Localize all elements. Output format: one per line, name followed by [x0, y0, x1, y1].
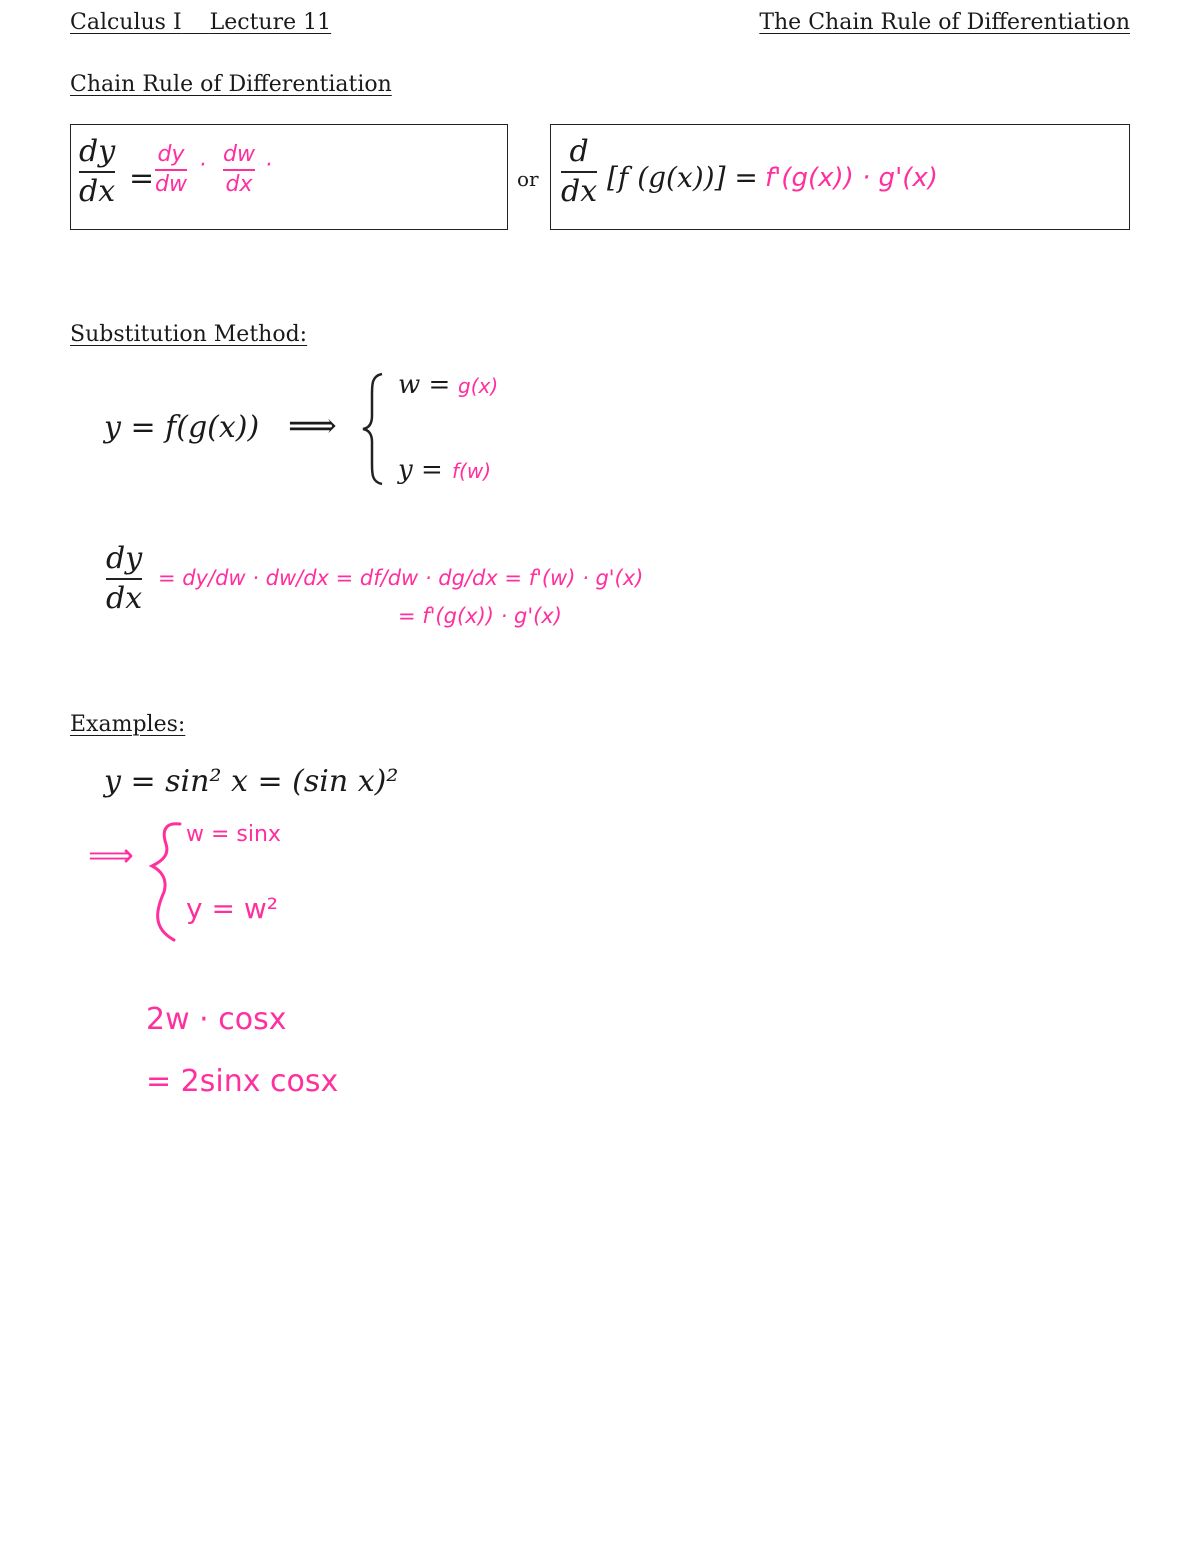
case-w: w = — [398, 370, 451, 400]
hand-step-1: 2w · cosx — [146, 1002, 287, 1037]
hand-derivation-line-1: = dy/dw · dw/dx = df/dw · dg/dx = f'(w) · g'(x) — [158, 566, 644, 590]
hand-implies-arrow: ⟹ — [88, 836, 134, 874]
hand-derivation-line-2: = f'(g(x)) · g'(x) — [398, 604, 562, 628]
hand-trailing-dot: · — [265, 153, 272, 178]
operator-denominator: dx — [561, 173, 598, 209]
hand-den-1: dw — [155, 172, 187, 197]
fraction-bar — [79, 171, 115, 173]
derivative-fraction — [106, 542, 142, 616]
or-connector: or — [517, 167, 539, 191]
hand-case-w: w = sinx — [186, 822, 281, 847]
course-title: Calculus I — [70, 10, 182, 35]
handwritten-fraction-2 — [223, 143, 255, 197]
hand-case-y: y = w² — [186, 892, 278, 925]
hand-num-2: dw — [223, 142, 255, 167]
implies-arrow: ⟹ — [288, 406, 337, 446]
hand-step-2: = 2sinx cosx — [146, 1064, 339, 1099]
composite-expression: [f (g(x))] = — [607, 161, 758, 194]
handwritten-derivative: f'(g(x)) · g'(x) — [765, 163, 938, 193]
case-w-hand: g(x) — [458, 374, 499, 398]
hand-den-2: dx — [225, 172, 253, 197]
derivative-operator — [561, 135, 597, 209]
composite-function: y = f(g(x)) — [104, 410, 260, 445]
case-y-hand: f(w) — [452, 459, 492, 483]
header-topic: The Chain Rule of Differentiation — [759, 10, 1130, 35]
operator-numerator: d — [569, 134, 589, 169]
chain-rule-heading: Chain Rule of Differentiation — [70, 72, 392, 97]
lhs-fraction — [79, 135, 115, 209]
equals-sign: = — [129, 161, 155, 196]
lhs-numerator: dy — [79, 134, 116, 169]
hand-num-1: dy — [157, 142, 185, 167]
hand-bar-2 — [223, 169, 255, 171]
handwritten-fraction-1 — [155, 143, 187, 197]
hand-brace — [146, 818, 186, 946]
examples-heading: Examples: — [70, 712, 186, 737]
lhs-denominator: dx — [79, 173, 116, 209]
example-equation: y = sin² x = (sin x)² — [104, 764, 399, 799]
hand-bar-1 — [155, 169, 187, 171]
lecture-number: Lecture 11 — [209, 10, 332, 35]
fraction-bar — [561, 171, 597, 173]
case-y: y = — [398, 455, 443, 485]
hand-dot: · — [199, 153, 206, 178]
deriv-numerator: dy — [106, 541, 143, 576]
header-course — [70, 10, 331, 35]
fraction-bar — [106, 578, 142, 580]
chain-rule-box-leibniz — [70, 124, 508, 230]
left-brace — [360, 370, 390, 488]
deriv-denominator: dx — [106, 580, 143, 616]
substitution-heading: Substitution Method: — [70, 322, 308, 347]
chain-rule-box-function — [550, 124, 1130, 230]
